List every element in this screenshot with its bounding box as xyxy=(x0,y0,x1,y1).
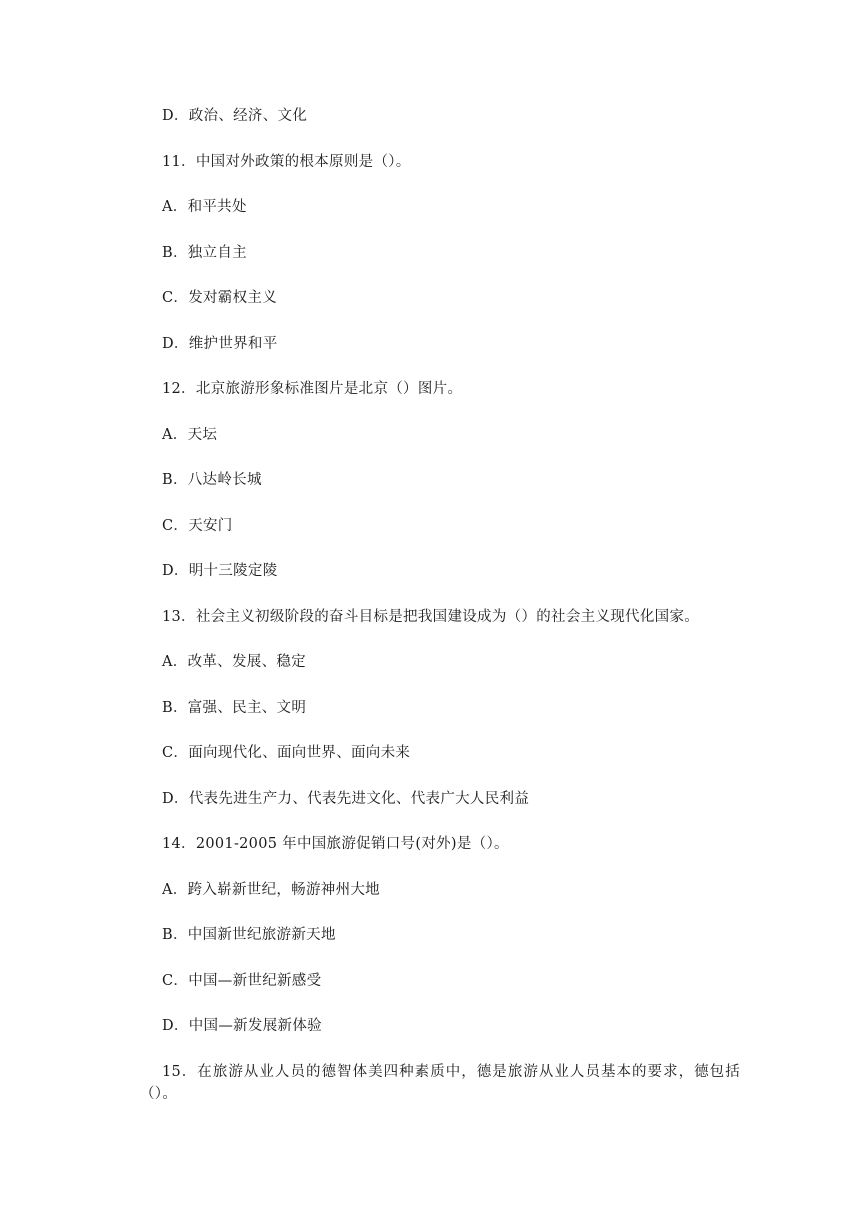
option-11-a: A．和平共处 xyxy=(162,199,247,215)
option-10-d: D．政治、经济、文化 xyxy=(162,108,308,124)
option-14-d: D．中国—新发展新体验 xyxy=(162,1018,322,1034)
question-11: 11．中国对外政策的根本原则是（）。 xyxy=(162,154,411,170)
option-13-c: C．面向现代化、面向世界、面向未来 xyxy=(162,745,411,761)
option-11-c: C．发对霸权主义 xyxy=(162,290,277,306)
question-15: 15．在旅游从业人员的德智体美四种素质中，德是旅游从业人员基本的要求，德包括（）。 xyxy=(140,1064,740,1102)
option-11-d: D．维护世界和平 xyxy=(162,336,278,352)
question-13: 13．社会主义初级阶段的奋斗目标是把我国建设成为（）的社会主义现代化国家。 xyxy=(162,609,700,625)
option-11-b: B．独立自主 xyxy=(162,245,247,261)
option-13-b: B．富强、民主、文明 xyxy=(162,700,307,716)
option-12-c: C．天安门 xyxy=(162,518,233,534)
option-12-a: A．天坛 xyxy=(162,427,218,443)
option-14-b: B．中国新世纪旅游新天地 xyxy=(162,927,336,943)
option-12-d: D．明十三陵定陵 xyxy=(162,563,278,579)
option-14-c: C．中国—新世纪新感受 xyxy=(162,973,322,989)
option-13-d: D．代表先进生产力、代表先进文化、代表广大人民利益 xyxy=(162,791,530,807)
option-14-a: A．跨入崭新世纪，畅游神州大地 xyxy=(162,882,380,898)
option-13-a: A．改革、发展、稳定 xyxy=(162,654,306,670)
question-14: 14．2001-2005 年中国旅游促销口号(对外)是（）。 xyxy=(162,836,509,852)
option-12-b: B．八达岭长城 xyxy=(162,472,262,488)
question-12: 12．北京旅游形象标准图片是北京（）图片。 xyxy=(162,381,463,397)
